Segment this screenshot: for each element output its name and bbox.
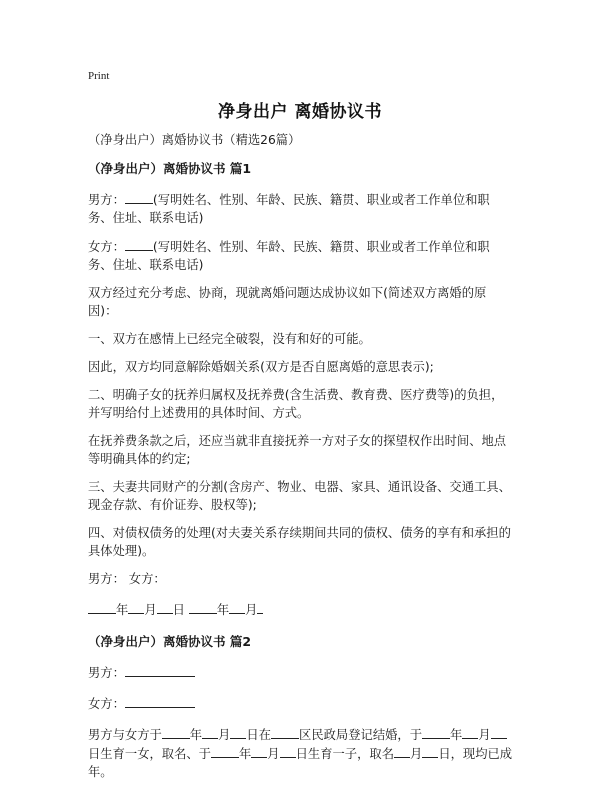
blank <box>491 725 507 739</box>
blank <box>211 744 239 758</box>
male-party-note: (写明姓名、性别、年龄、民族、籍贯、职业或者工作单位和职务、住址、联系电话) <box>88 193 490 225</box>
text: 日在 <box>246 728 272 742</box>
blank <box>230 725 246 739</box>
blank <box>271 725 299 739</box>
text: 年 <box>238 747 252 761</box>
male-party-label: 男方： <box>88 193 125 207</box>
text: 月 <box>267 747 280 761</box>
day-label: 日 <box>172 603 185 617</box>
clause-1-consent: 因此，双方均同意解除婚姻关系(双方是否自愿离婚的意思表示); <box>88 360 434 374</box>
signature-line: 男方： 女方： <box>88 572 166 586</box>
female-party-blank-2 <box>125 694 195 708</box>
text: 区民政局登记结婚，于 <box>299 728 423 742</box>
male-party-blank-2 <box>125 663 195 677</box>
male-party-paragraph <box>88 190 514 227</box>
text: 日生育一女，取名、于 <box>88 747 211 761</box>
month-blank <box>128 600 144 614</box>
female-party-blank <box>125 237 153 251</box>
year-blank <box>88 600 116 614</box>
blank <box>280 744 296 758</box>
print-label[interactable]: Print <box>88 70 110 82</box>
document-body <box>88 131 514 791</box>
marriage-paragraph <box>88 725 514 781</box>
trailing-blank <box>257 600 263 614</box>
blank <box>394 744 410 758</box>
year-label: 年 <box>116 603 129 617</box>
clause-1: 一、双方在感情上已经完全破裂，没有和好的可能。 <box>88 332 371 346</box>
male-party-label-2: 男方： <box>88 666 125 680</box>
female-party-note: (写明姓名、性别、年龄、民族、籍贯、职业或者工作单位和职务、住址、联系电话) <box>88 240 490 272</box>
month-label: 月 <box>144 603 157 617</box>
text: 日，现均已成年。 <box>88 747 513 779</box>
text: 男方与女方于 <box>88 728 162 742</box>
text: 年 <box>450 728 463 742</box>
blank <box>202 725 218 739</box>
female-party-paragraph <box>88 237 514 274</box>
day-blank <box>157 600 173 614</box>
female-party-line <box>88 694 514 713</box>
clause-4: 四、对债权债务的处理(对夫妻关系存续期间共同的债权、债务的享有和承担的具体处理)。 <box>88 526 511 558</box>
month-blank-2 <box>229 600 245 614</box>
year-blank-2 <box>189 600 217 614</box>
agreement-intro: 双方经过充分考虑、协商，现就离婚问题达成协议如下(简述双方离婚的原因)： <box>88 286 487 318</box>
document-subtitle: （净身出户）离婚协议书（精选26篇） <box>88 133 301 147</box>
male-party-line <box>88 663 514 682</box>
text: 月 <box>218 728 231 742</box>
female-party-label: 女方： <box>88 240 125 254</box>
section-heading-1: （净身出户）离婚协议书 篇1 <box>88 161 252 176</box>
month-label-2: 月 <box>245 603 258 617</box>
male-party-blank <box>125 190 153 204</box>
year-label-2: 年 <box>216 603 230 617</box>
clause-3: 三、夫妻共同财产的分割(含房产、物业、电器、家具、通讯设备、交通工具、现金存款、有价证券、股权等); <box>88 480 511 512</box>
blank <box>162 725 190 739</box>
section-heading-2: （净身出户）离婚协议书 篇2 <box>88 634 252 649</box>
date-line <box>88 600 514 619</box>
document-title: 净身出户 离婚协议书 <box>218 102 382 122</box>
clause-2: 二、明确子女的抚养归属权及抚养费(含生活费、教育费、医疗费等)的负担，并写明给付上述费用的具体时间、方式。 <box>88 388 504 420</box>
female-party-label-2: 女方： <box>88 697 125 711</box>
blank <box>251 744 267 758</box>
text: 日生育一子，取名 <box>295 747 394 761</box>
text: 月 <box>478 728 491 742</box>
text: 年 <box>189 728 203 742</box>
blank <box>422 725 450 739</box>
blank <box>422 744 438 758</box>
clause-2-visitation: 在抚养费条款之后，还应当就非直接抚养一方对子女的探望权作出时间、地点等明确具体的约定; <box>88 434 507 466</box>
text: 月 <box>410 747 423 761</box>
blank <box>462 725 478 739</box>
